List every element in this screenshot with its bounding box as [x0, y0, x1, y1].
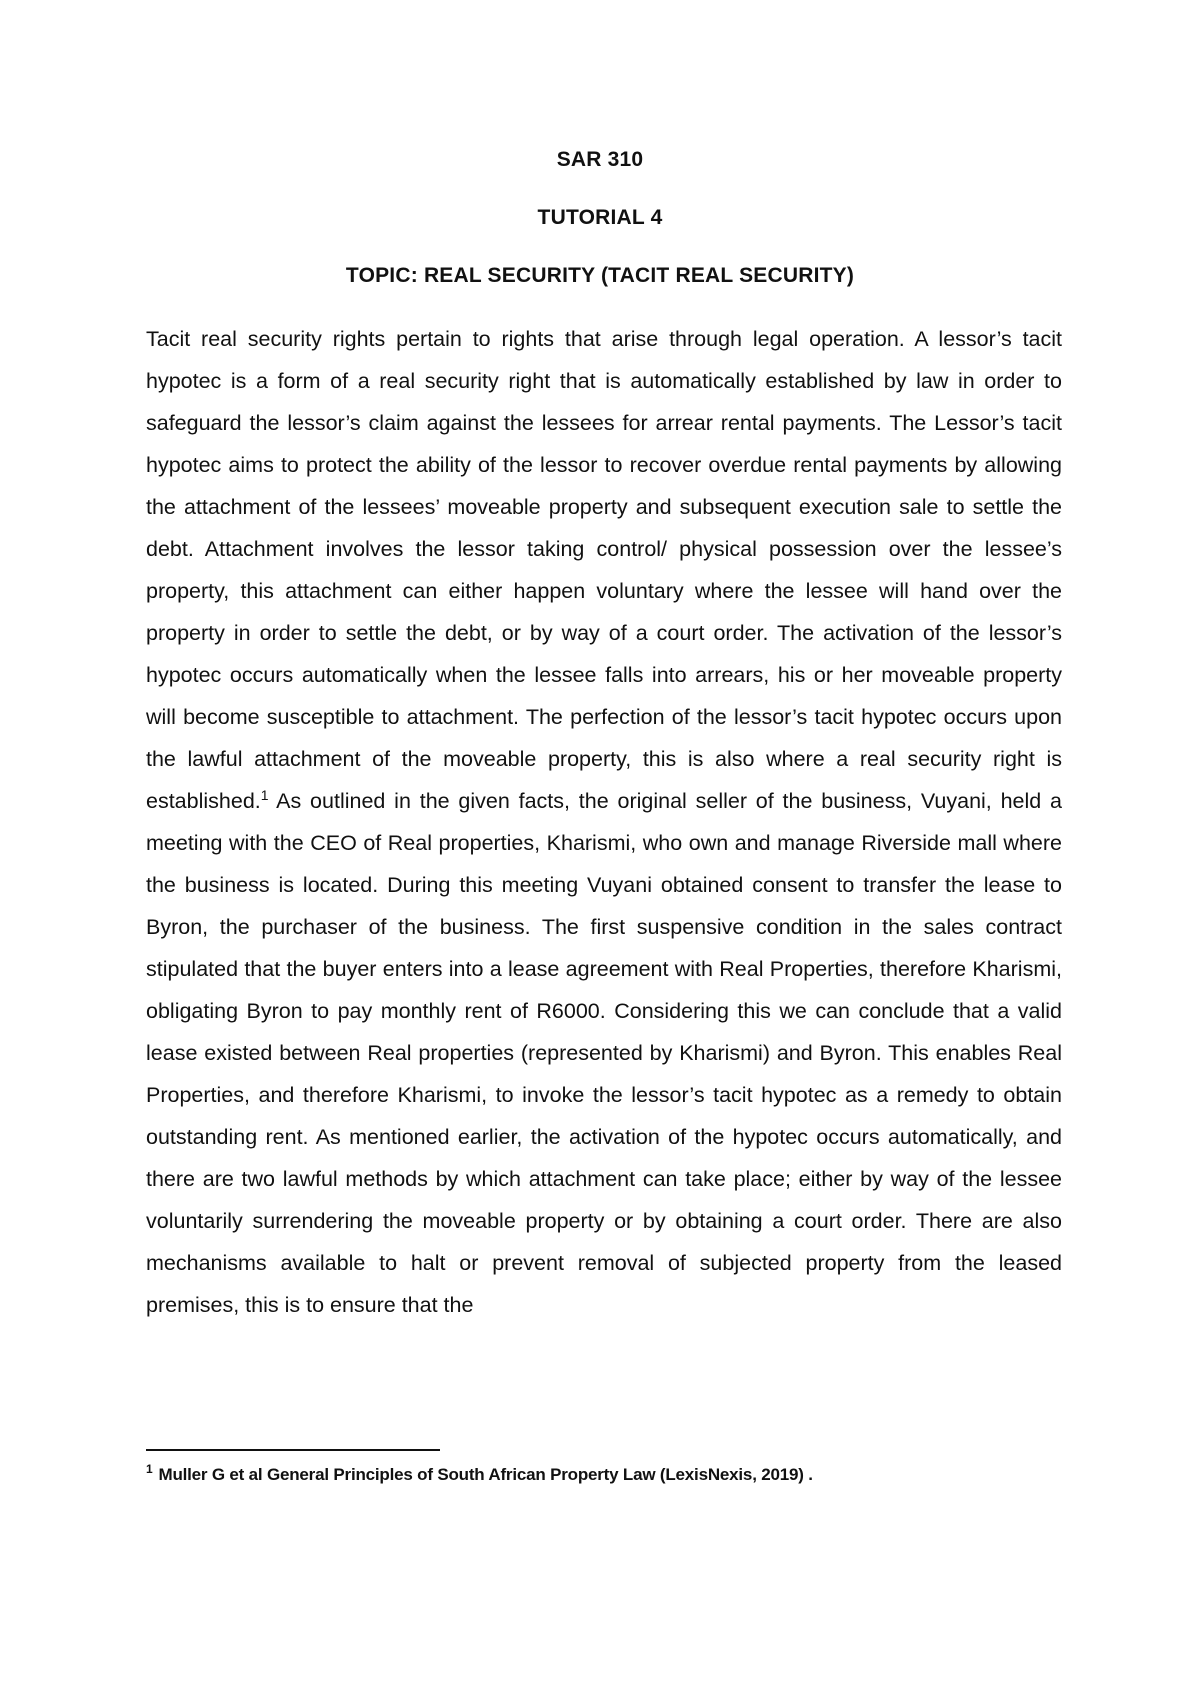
- topic-heading: TOPIC: REAL SECURITY (TACIT REAL SECURITY): [345, 264, 855, 287]
- course-code-heading: SAR 310: [556, 148, 644, 171]
- footnote-separator: [146, 1449, 440, 1451]
- footnote-reference[interactable]: 1: [260, 786, 269, 803]
- tutorial-heading: TUTORIAL 4: [537, 206, 663, 229]
- footnote-text: Muller G et al General Principles of South African Property Law (LexisNexis, 2019) .: [158, 1465, 813, 1484]
- body-text-part-2: As outlined in the given facts, the original seller of the business, Vuyani, held a meeting with the CEO of Real properties, Kharismi, who own and manage Riverside mall where the business is located. During this meeting Vuyani obtained consent to transfer the lease to Byron, the purchaser of the business. The first suspensive condition in the sales contract stipulated that the buyer enters into a lease agreement with Real Properties, therefore Kharismi, obligating Byron to pay monthly rent of R6000. Considering this we can conclude that a valid lease existed between Real properties (represented by Kharismi) and Byron. This enables Real Properties, and therefore Kharismi, to invoke the lessor’s tacit hypotec as a remedy to obtain outstanding rent. As mentioned earlier, the activation of the hypotec occurs automatically, and there are two lawful methods by which attachment can take place; either by way of the lessee voluntarily surrendering the moveable property or by obtaining a court order. There are also mechanisms available to halt or prevent removal of subjected property from the leased premises, this is to ensure that the: [146, 789, 1062, 1317]
- footnote: [146, 1462, 1062, 1485]
- body-paragraph: [146, 318, 1062, 1326]
- footnote-number: 1: [146, 1462, 153, 1477]
- body-text-part-1: Tacit real security rights pertain to rights that arise through legal operation. A lessor’s tacit hypotec is a form of a real security right that is automatically established by law in order to safeguard the lessor’s claim against the lessees for arrear rental payments. The Lessor’s tacit hypotec aims to protect the ability of the lessor to recover overdue rental payments by allowing the attachment of the lessees’ moveable property and subsequent execution sale to settle the debt. Attachment involves the lessor taking control/ physical possession over the lessee’s property, this attachment can either happen voluntary where the lessee will hand over the property in order to settle the debt, or by way of a court order. The activation of the lessor’s hypotec occurs automatically when the lessee falls into arrears, his or her moveable property will become susceptible to attachment. The perfection of the lessor’s tacit hypotec occurs upon the lawful attachment of the moveable property, this is also where a real security right is established.: [146, 327, 1062, 813]
